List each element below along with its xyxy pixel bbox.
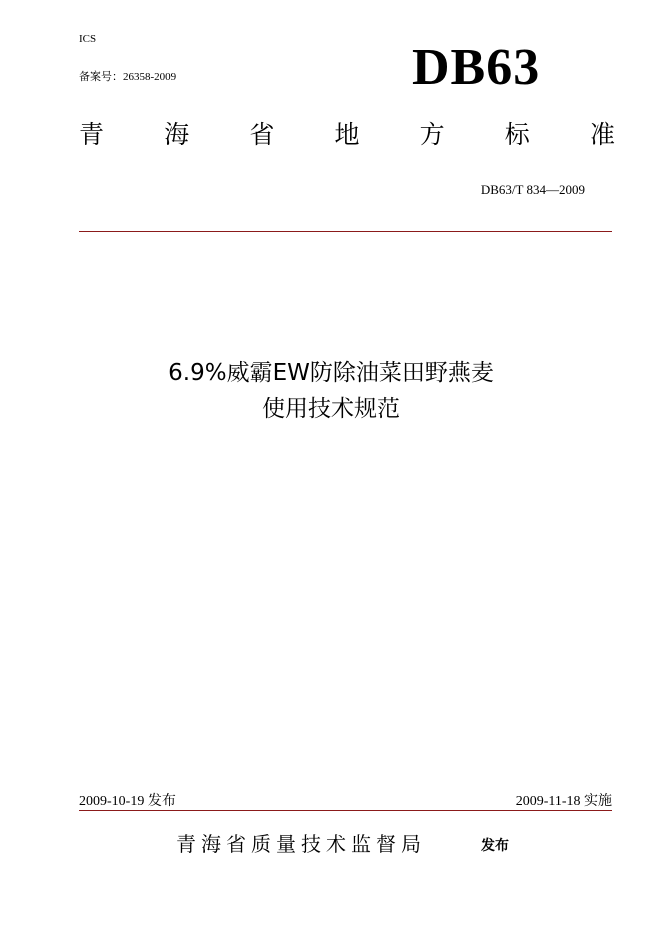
standard-type <box>79 122 615 147</box>
standard-type-char: 准 <box>589 120 615 149</box>
title-line-2: 使用技术规范 <box>262 396 400 422</box>
standard-number: DB63/T 834—2009 <box>480 182 585 197</box>
issued-label: 发布 <box>481 838 509 854</box>
ics-label: ICS <box>79 33 97 45</box>
issuing-authority: 青海省质量技术监督局 <box>176 832 426 856</box>
title-line-1: 6.9%威霸EW防除油菜田野燕麦 <box>168 360 494 386</box>
standard-type-char: 省 <box>249 120 275 149</box>
record-number: 备案号：26358-2009 <box>79 71 177 83</box>
bottom-divider <box>79 810 612 811</box>
db-code: DB63 <box>412 39 541 96</box>
standard-type-char: 方 <box>419 120 445 149</box>
standard-type-char: 地 <box>334 120 360 149</box>
standard-type-char: 海 <box>164 120 190 149</box>
implementation-date: 2009-11-18 实施 <box>515 794 612 809</box>
top-divider <box>79 231 612 232</box>
standard-type-char: 青 <box>79 120 105 149</box>
issue-date: 2009-10-19 发布 <box>79 794 176 809</box>
document-title <box>0 355 662 427</box>
standard-type-char: 标 <box>504 120 530 149</box>
